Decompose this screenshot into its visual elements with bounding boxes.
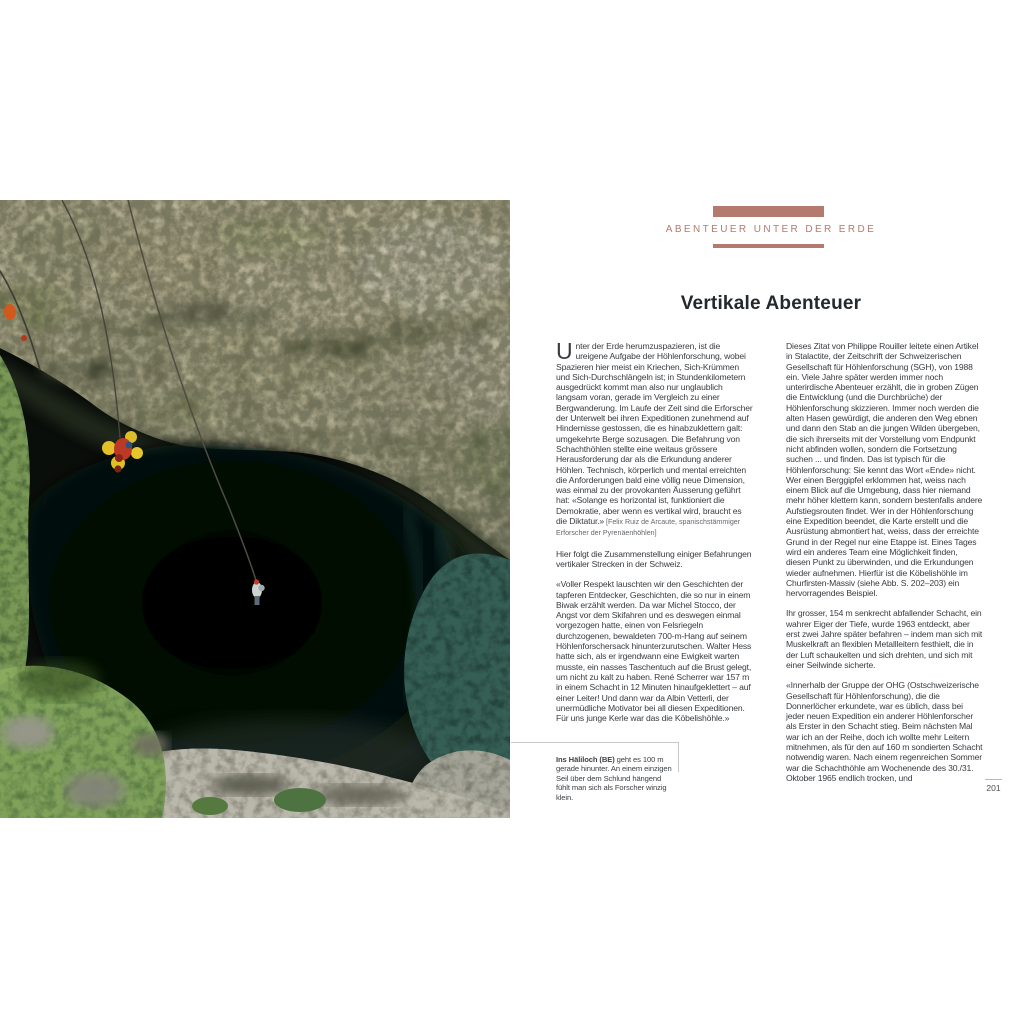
gear-marker [21,335,27,341]
chapter-kicker: ABENTEUER UNTER DER ERDE [665,224,877,235]
caption-bold-lead: Ins Häliloch (BE) [556,754,615,764]
paragraph-stalactite: Dieses Zitat von Philippe Rouiller leitete einen Artikel in Stalactite, der Zeitschrift der Schweizerischen Gesellschaft für Höhlenforschung (SGH), von 1988 ein. Viele Jahre später werden immer noch unterirdische Abenteuer erzählt, die in groben Zügen die Entwicklung (und die Durchbrüche) der Höhlenforschung skizzieren. Immer noch werden die alten Hasen gewürdigt, die anderen den Weg ebnen und dann den Stab an die jungen Wilden übergeben, die sich ihrerseits mit der Vorstellung vom Endpunkt nicht abfinden wollen, sondern die Fortsetzung suchen ... und finden. Das ist typisch für die Höhlenforschung: Sie kennt das Wort «Ende» nicht. Wer einen Berggipfel erklommen hat, weiss nach einem Blick auf die Umgebung, dass hier niemand mehr höher klettern kann, sondern bestenfalls andere Aufstiegsrouten findet. Wer in der Höhlenforschung eine Expedition beendet, die Karte erstellt und die Ausrüstung abmontiert hat, weiss, dass der erreichte Grund in der Regel nur eine Etappe ist. Eines Tages wird ein anderes Team eine Möglichkeit finden, diesen Punkt zu überwinden, und die Erkundungen wieder aufnehmen. Hierfür ist die Köbelishöhle im Churfirsten-Massiv (siehe Abb. S. 202–203) ein hervorragendes Beispiel. [786,341,983,599]
paragraph-intro-text: nter der Erde herumzuspazieren, ist die ureigene Aufgabe der Höhlenforschung, wobei Spazieren hier meist ein Kriechen, Sich-Krümmen und Sich-Durchschlängeln ist; in Stundenkilometern ausgedrückt kommt man also nur unglaublich langsam voran, gerade im Vergleich zu einer Bergwanderung. Im Laufe der Zeit sind die Erforscher der Unterwelt bei ihren Expeditionen zunehmend auf Hindernisse gestossen, die es hinabzuklettern galt: umgekehrte Berge sozusagen. Die Befahrung von Schachthöhlen stellte eine weitaus grössere Herausforderung dar als die Erkundung anderer Höhlen. Technisch, körperlich und mental erreichten die Anforderungen bald eine völlig neue Dimension, was einmal zu der provokanten Äusserung geführt hat: «Solange es horizontal ist, funktioniert die Demokratie, aber wenn es vertikal wird, braucht es die Diktatur.» [556,341,753,527]
cave-shaft-photo [0,200,510,818]
paragraph-transition: Hier folgt die Zusammenstellung einiger Befahrungen vertikaler Strecken in der Schweiz. [556,548,752,569]
paragraph-intro [556,338,753,539]
paragraph-ohg-quote: «Innerhalb der Gruppe der OHG (Ostschweizerische Gesellschaft für Höhlenforschung), die die Donnerlöcher erkundete, war es üblich, dass bei jeder neuen Expedition ein anderer Höhlenforscher als Erster in den Schacht stieg. Beim nächsten Mal war ich an der Reihe, doch ich wollte mehr Leitern mitnehmen, als für den auf 160 m sondierten Schacht notwendig waren. Nach einem regenreichen Sommer war die Schachthöhle am Wochenende des 30./31. Oktober 1965 endlich trocken, und [786,680,983,783]
text-column-left [556,338,753,783]
gear-bag [4,304,16,320]
quote-attribution: [Felix Ruiz de Arcaute, spanischstämmiger Erforscher der Pyrenäenhöhlen] [556,518,741,538]
text-column-right [786,341,983,783]
chapter-rule-top [713,206,824,217]
chapter-rule-bottom [713,244,824,248]
page-number: 201 [986,783,1001,793]
paragraph-schacht: Ihr grosser, 154 m senkrecht abfallender Schacht, ein wahrer Eiger der Tiefe, wurde 1963 entdeckt, aber erst zwei Jahre später befahren – indem man sich mit Muskelkraft an flexiblen Metallleitern festhielt, die in der Luft schaukelten und sich drehten, und sich mit einer Seilwinde sicherte. [786,608,983,670]
page-title: Vertikale Abenteuer [680,292,862,314]
caption-text: geht es 100 m gerade hinunter. An einem einzigen Seil über dem Schlund hängend fühlt man sich als Forscher winzig klein. [556,754,672,802]
drop-cap: U [556,338,573,364]
paragraph-quote-biwak: «Voller Respekt lauschten wir den Geschichten der tapferen Entdecker, Geschichten, die so nur in einem Biwak erzählt werden. Da war Michel Stocco, der Angst vor dem Skifahren und es deswegen einmal vorgezogen hatte, einen von Felsriegeln durchzogenen, bewaldeten 700-m-Hang auf seinem Höhlenforschersack hinunterzurutschen. Walter Hess hatte sich, als er irgendwann eine Ewigkeit warten musste, ein nasses Taschentuch auf die Brust gelegt, um nicht zu kalt zu haben. René Scherrer war 157 m in einem Schacht in 12 Minuten hinaufgeklettert – auf einer Leiter! Und dann war da Albin Vetterli, der unermüdliche Motivator bei all diesen Expeditionen. Für uns junge Kerle war das die Köbelishöhle.» [556,579,752,724]
text-columns [556,338,986,783]
folio-rule [985,779,1002,780]
